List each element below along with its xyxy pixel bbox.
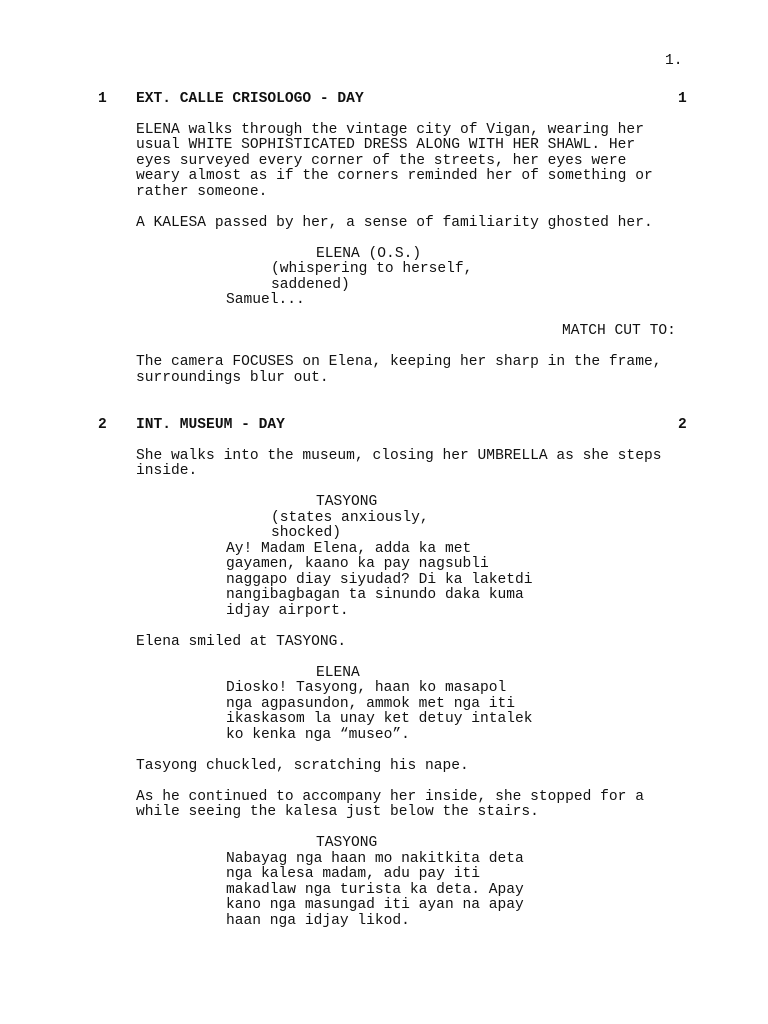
action-line: inside. — [136, 463, 198, 479]
dialogue-line: makadlaw nga turista ka deta. Apay — [226, 882, 524, 898]
scene-number-right: 2 — [678, 417, 687, 433]
scene-heading: INT. MUSEUM - DAY — [136, 417, 285, 433]
scene-number-left: 2 — [98, 417, 107, 433]
parenthetical: shocked) — [271, 525, 342, 541]
action-line: rather someone. — [136, 184, 268, 200]
scene-heading: EXT. CALLE CRISOLOGO - DAY — [136, 91, 364, 107]
dialogue-line: nangibagbagan ta sinundo daka kuma — [226, 587, 524, 603]
dialogue-line: Nabayag nga haan mo nakitkita deta — [226, 851, 524, 867]
dialogue-line: Samuel... — [226, 292, 305, 308]
dialogue-line: haan nga idjay likod. — [226, 913, 410, 929]
dialogue-line: idjay airport. — [226, 603, 349, 619]
character-name: TASYONG — [316, 835, 378, 851]
character-name: ELENA — [316, 665, 360, 681]
dialogue-line: Ay! Madam Elena, adda ka met — [226, 541, 472, 557]
dialogue-line: Diosko! Tasyong, haan ko masapol — [226, 680, 507, 696]
dialogue-line: ko kenka nga “museo”. — [226, 727, 410, 743]
dialogue-line: kano nga masungad iti ayan na apay — [226, 897, 524, 913]
dialogue-line: gayamen, kaano ka pay nagsubli — [226, 556, 489, 572]
character-name: TASYONG — [316, 494, 378, 510]
scene-number-left: 1 — [98, 91, 107, 107]
parenthetical: (whispering to herself, — [271, 261, 473, 277]
action-line: surroundings blur out. — [136, 370, 329, 386]
action-line: Tasyong chuckled, scratching his nape. — [136, 758, 469, 774]
page-number: 1. — [665, 53, 683, 69]
action-line: usual WHITE SOPHISTICATED DRESS ALONG WITH HER SHAWL. Her — [136, 137, 636, 153]
action-line: As he continued to accompany her inside, she stopped for a — [136, 789, 644, 805]
parenthetical: (states anxiously, — [271, 510, 429, 526]
parenthetical: saddened) — [271, 277, 350, 293]
action-line: The camera FOCUSES on Elena, keeping her sharp in the frame, — [136, 354, 662, 370]
dialogue-line: nga kalesa madam, adu pay iti — [226, 866, 480, 882]
action-line: while seeing the kalesa just below the stairs. — [136, 804, 539, 820]
action-line: A KALESA passed by her, a sense of familiarity ghosted her. — [136, 215, 653, 231]
dialogue-line: nga agpasundon, ammok met nga iti — [226, 696, 516, 712]
action-line: eyes surveyed every corner of the streets, her eyes were — [136, 153, 627, 169]
action-line: Elena smiled at TASYONG. — [136, 634, 347, 650]
scene-number-right: 1 — [678, 91, 687, 107]
character-name: ELENA (O.S.) — [316, 246, 422, 262]
action-line: ELENA walks through the vintage city of Vigan, wearing her — [136, 122, 644, 138]
transition: MATCH CUT TO: — [562, 323, 676, 339]
dialogue-line: naggapo diay siyudad? Di ka laketdi — [226, 572, 533, 588]
action-line: weary almost as if the corners reminded her of something or — [136, 168, 653, 184]
action-line: She walks into the museum, closing her UMBRELLA as she steps — [136, 448, 662, 464]
dialogue-line: ikaskasom la unay ket detuy intalek — [226, 711, 533, 727]
